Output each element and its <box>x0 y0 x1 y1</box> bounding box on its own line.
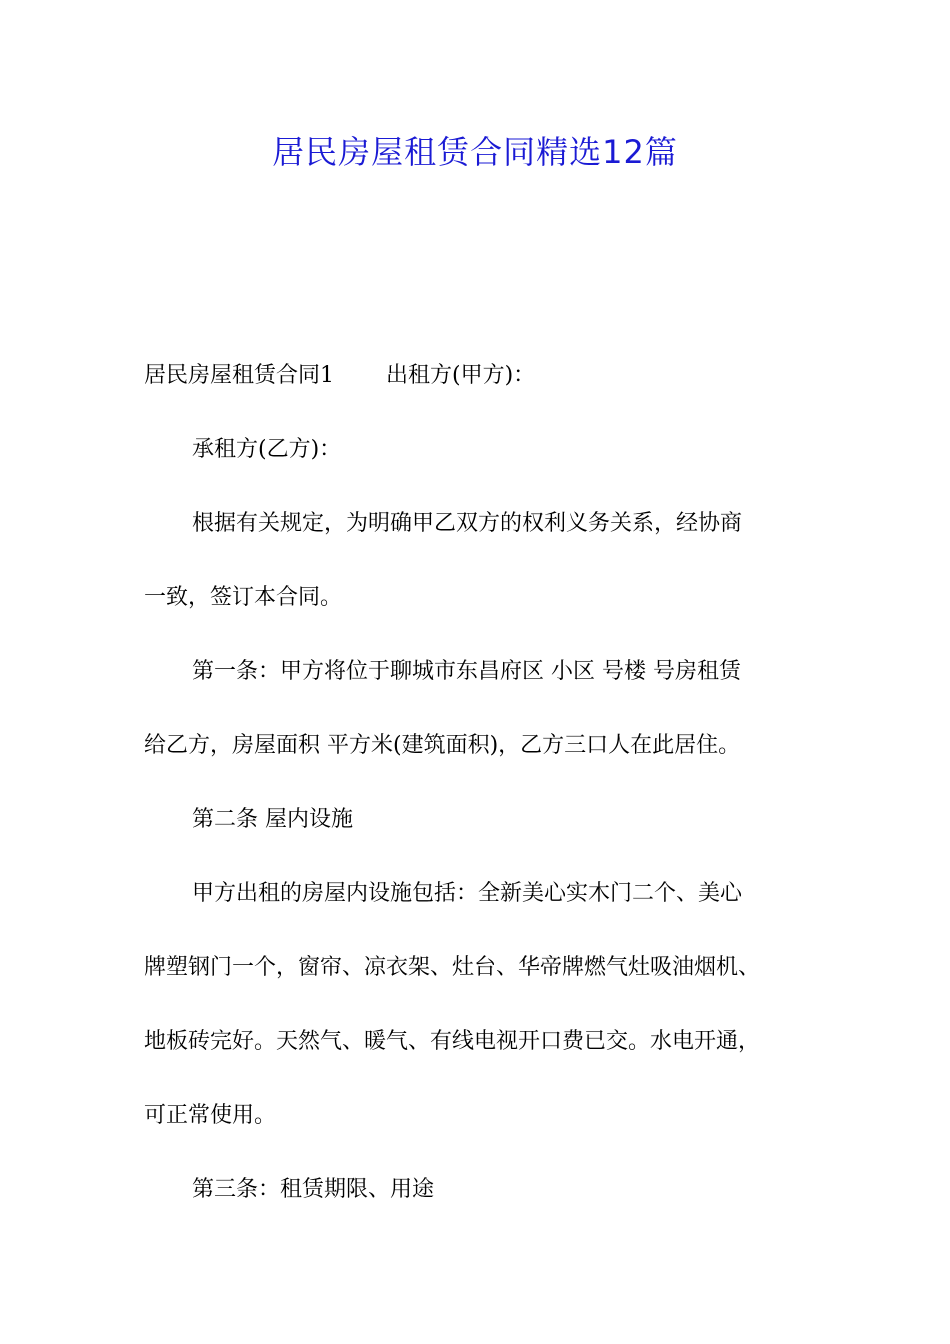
article-2-line: 可正常使用。 <box>144 1103 277 1128</box>
paragraph-line: 一致，签订本合同。 <box>144 585 343 610</box>
document-title: 居民房屋租赁合同精选12篇 <box>272 133 678 171</box>
paragraph-line: 根据有关规定，为明确甲乙双方的权利义务关系，经协商 <box>192 511 743 536</box>
lessor-label: 出租方(甲方)： <box>386 363 536 388</box>
contract-heading-line <box>144 339 826 413</box>
contract-number: 居民房屋租赁合同1 <box>144 363 334 388</box>
article-1-line: 给乙方，房屋面积 平方米(建筑面积)，乙方三口人在此居住。 <box>144 733 741 758</box>
article-2-line: 牌塑钢门一个，窗帘、凉衣架、灶台、华帝牌燃气灶吸油烟机、 <box>144 955 761 980</box>
article-3-heading: 第三条：租赁期限、用途 <box>192 1177 435 1202</box>
article-2-heading: 第二条 屋内设施 <box>192 807 353 832</box>
article-2-line: 甲方出租的房屋内设施包括：全新美心实木门二个、美心 <box>192 881 743 906</box>
article-2-line: 地板砖完好。天然气、暖气、有线电视开口费已交。水电开通， <box>144 1029 761 1054</box>
article-1-line: 第一条：甲方将位于聊城市东昌府区 小区 号楼 号房租赁 <box>192 659 741 684</box>
lessee-label: 承租方(乙方)： <box>192 437 342 462</box>
document-body <box>144 339 826 1227</box>
